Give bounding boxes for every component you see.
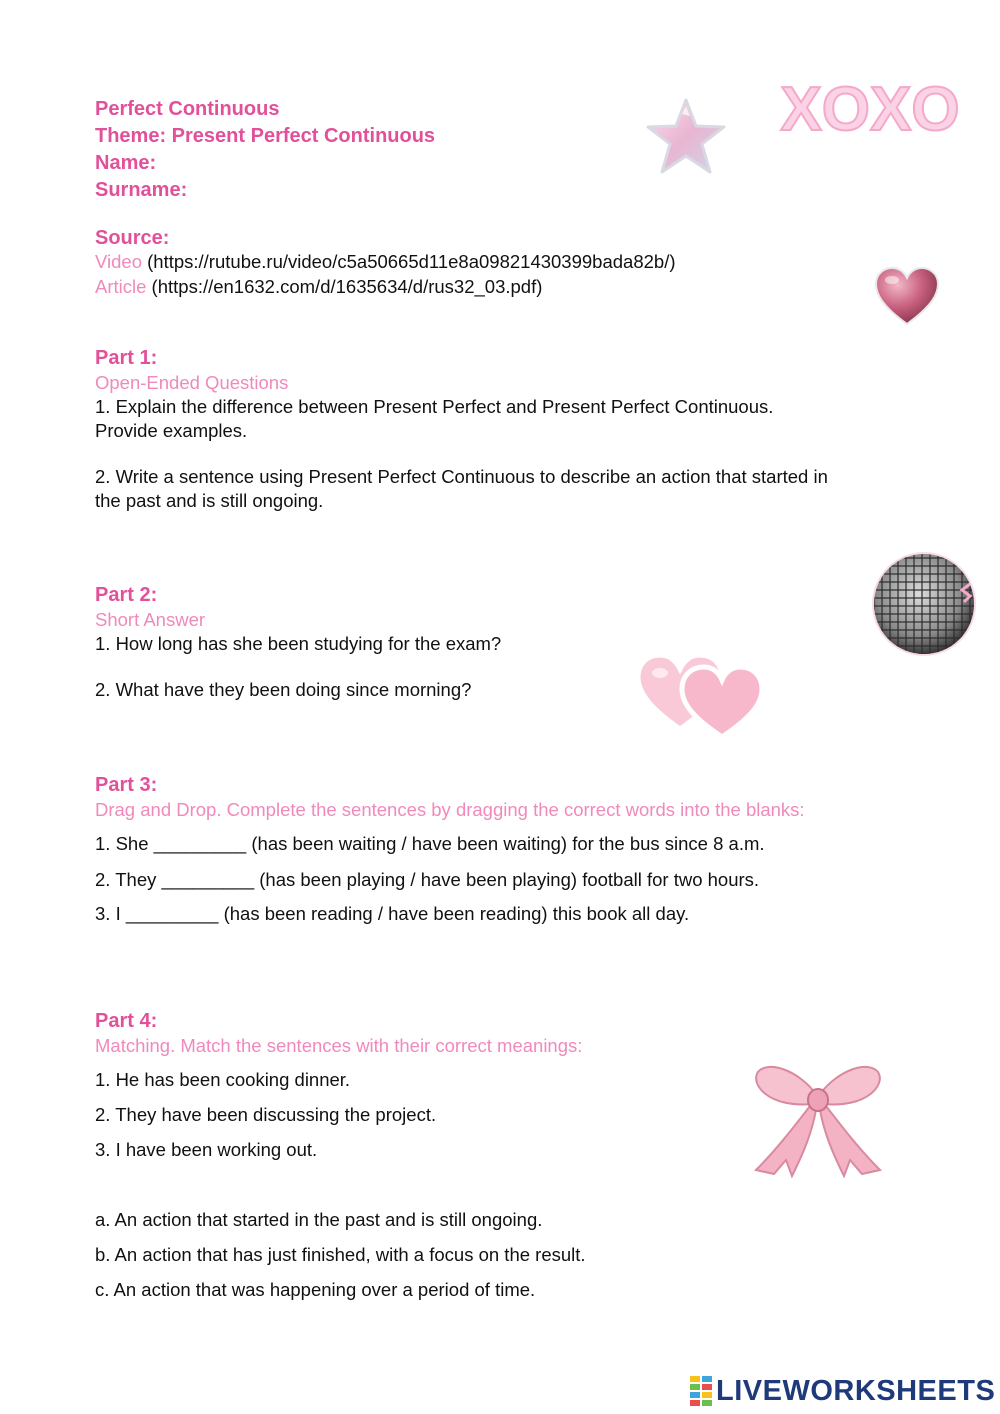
part1-title: Part 1: (95, 347, 158, 369)
disco-ball-icon (866, 550, 982, 658)
liveworksheets-text: LIVEWORKSHEETS (716, 1374, 996, 1407)
video-link[interactable]: Video (95, 251, 142, 272)
part1-subtitle: Open-Ended Questions (95, 372, 289, 393)
part3-item-2: 2. They _________ (has been playing / have been playing) football for two hours. (95, 869, 760, 890)
part1-q1-line1: 1. Explain the difference between Present Perfect and Present Perfect Continuous. (95, 396, 774, 417)
video-source-line (95, 250, 676, 274)
part4-sentence-3: 3. I have been working out. (95, 1139, 318, 1160)
part4-subtitle: Matching. Match the sentences with their correct meanings: (95, 1035, 583, 1056)
surname-label: Surname: (95, 179, 188, 201)
liveworksheets-mark-icon (690, 1376, 712, 1406)
part4-meaning-c: c. An action that was happening over a period of time. (95, 1279, 536, 1300)
xoxo-sticker (780, 72, 960, 144)
part3-subtitle: Drag and Drop. Complete the sentences by dragging the correct words into the blanks: (95, 799, 805, 820)
liveworksheets-logo[interactable] (690, 1374, 995, 1408)
part3-item-3: 3. I _________ (has been reading / have been reading) this book all day. (95, 903, 690, 924)
part3-item-1: 1. She _________ (has been waiting / have been waiting) for the bus since 8 a.m. (95, 833, 765, 854)
heart-icon (872, 264, 942, 328)
video-url: (https://rutube.ru/video/c5a50665d11e8a09821430399bada82b/) (141, 251, 676, 272)
part2-subtitle: Short Answer (95, 609, 206, 630)
bow-icon (748, 1052, 888, 1180)
article-source-line (95, 275, 542, 299)
part4-title: Part 4: (95, 1010, 158, 1032)
part1-q1-line2: Provide examples. (95, 420, 248, 441)
part1-q2-line1: 2. Write a sentence using Present Perfect Continuous to describe an action that started in (95, 466, 828, 487)
part4-sentence-2: 2. They have been discussing the project. (95, 1104, 437, 1125)
worksheet-title: Perfect Continuous (95, 98, 280, 120)
theme-line: Theme: Present Perfect Continuous (95, 125, 436, 147)
article-url: (https://en1632.com/d/1635634/d/rus32_03.pdf) (146, 276, 543, 297)
double-heart-icon (630, 645, 776, 741)
part1-q2-line2: the past and is still ongoing. (95, 490, 324, 511)
part2-q1: 1. How long has she been studying for the exam? (95, 633, 502, 654)
name-label: Name: (95, 152, 157, 174)
xoxo-text: XOXO (780, 75, 960, 144)
part4-sentence-1: 1. He has been cooking dinner. (95, 1069, 351, 1090)
source-label: Source: (95, 227, 170, 249)
star-icon (642, 94, 730, 178)
article-link[interactable]: Article (95, 276, 147, 297)
part4-meaning-b: b. An action that has just finished, with a focus on the result. (95, 1244, 586, 1265)
part3-title: Part 3: (95, 774, 158, 796)
part4-meaning-a: a. An action that started in the past and is still ongoing. (95, 1209, 543, 1230)
part2-title: Part 2: (95, 584, 158, 606)
part2-q2: 2. What have they been doing since morning? (95, 679, 472, 700)
